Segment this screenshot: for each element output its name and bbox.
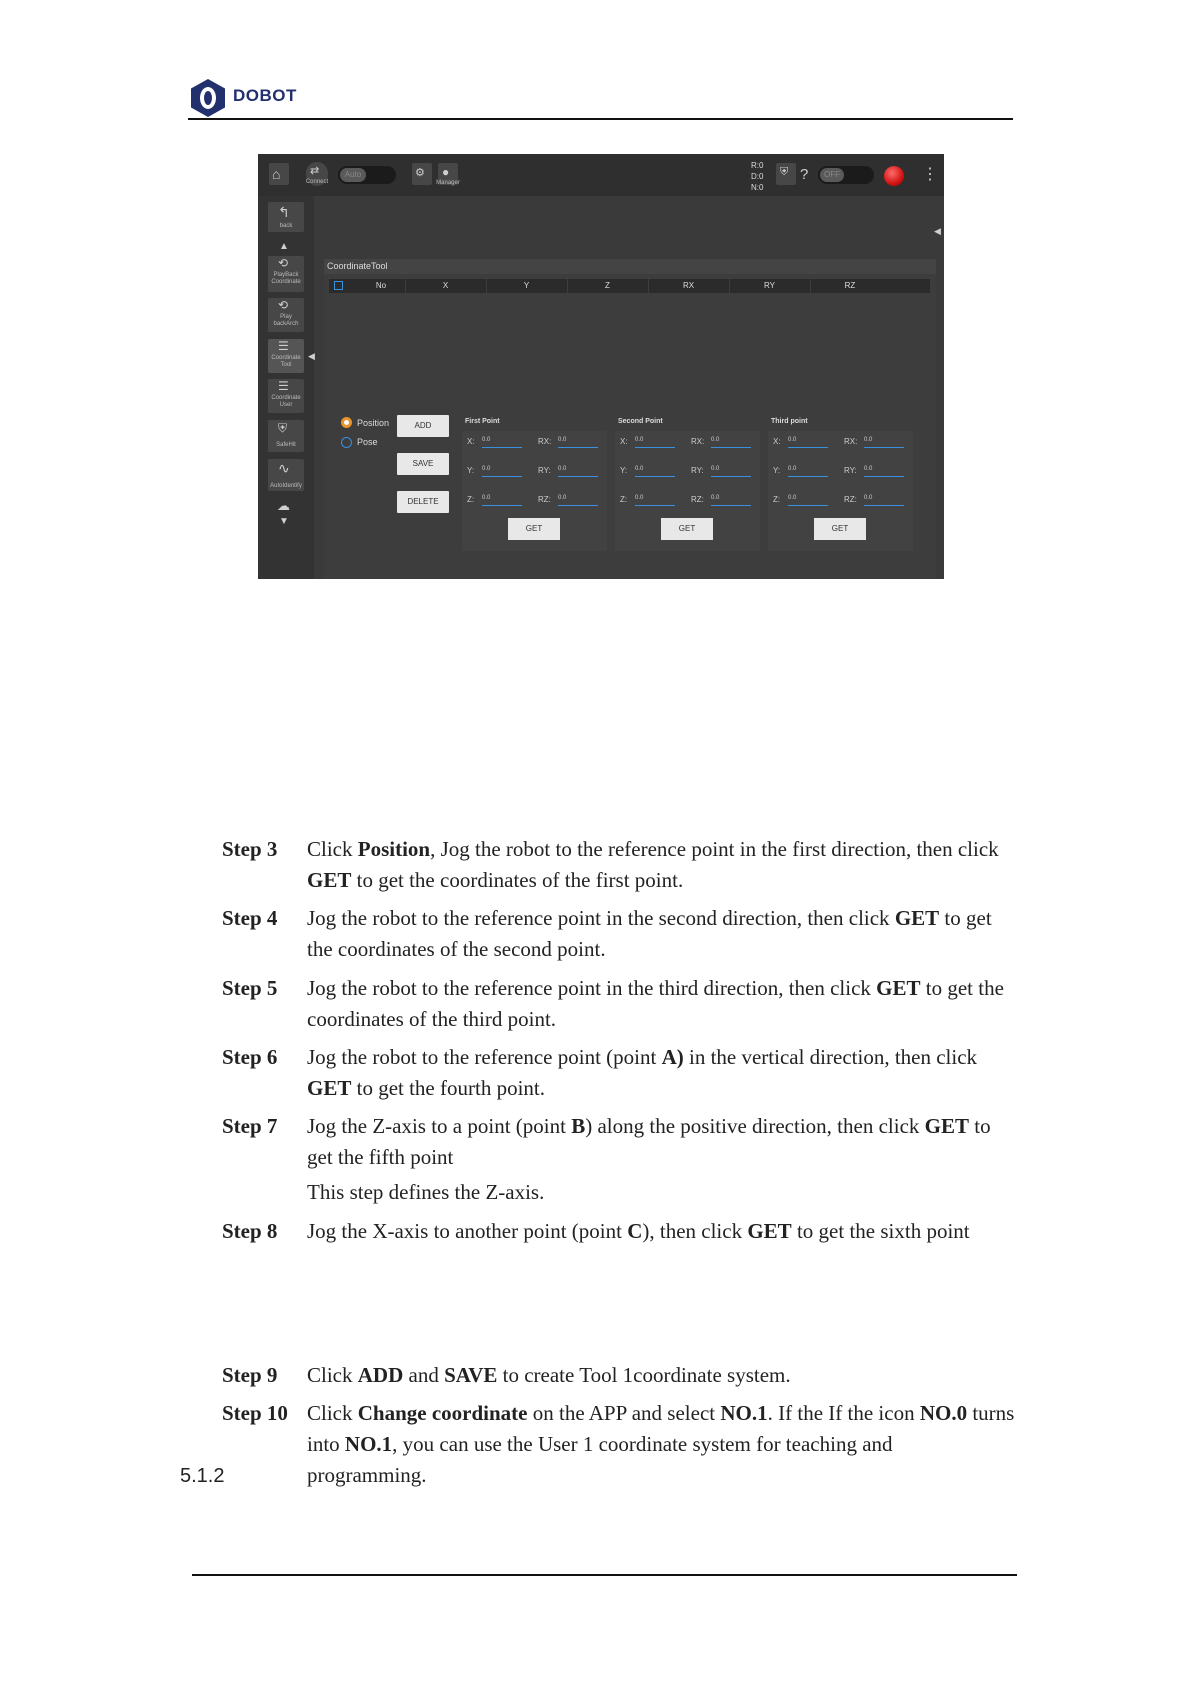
text: Jog the robot to the reference point (point <box>307 1045 662 1069</box>
text: . If the If the icon <box>767 1401 920 1425</box>
bold-text: Position <box>357 837 431 861</box>
y-label: Y: <box>620 466 628 475</box>
help-icon[interactable]: ? <box>800 166 809 183</box>
app-topbar <box>258 154 944 196</box>
bold-text: C <box>627 1219 643 1243</box>
sidebar-item-safehit[interactable] <box>268 420 304 452</box>
delete-button[interactable]: DELETE <box>397 491 449 513</box>
text: ) along the positive direction, then click <box>585 1114 925 1138</box>
text: to get the coordinates of the third point. <box>307 976 1004 1031</box>
rz-label: RZ: <box>538 495 551 504</box>
y-label: Y: <box>773 466 781 475</box>
bold-text: NO.0 <box>919 1401 968 1425</box>
step-text <box>307 1042 1017 1104</box>
ry-label: RY: <box>691 466 704 475</box>
mode-toggle[interactable] <box>338 166 396 184</box>
bold-text: ADD <box>357 1363 404 1387</box>
text: Click <box>307 837 358 861</box>
bold-text: NO.1 <box>344 1432 393 1456</box>
first-ry-field[interactable]: 0.0 <box>558 466 598 477</box>
text: Jog the Z-axis to a point (point <box>307 1114 572 1138</box>
text: Jog the robot to the reference point in the second direction, then click <box>307 906 895 930</box>
step-label: Step 10 <box>222 1401 288 1425</box>
text: to get the sixth point <box>791 1219 970 1243</box>
y-label: Y: <box>467 466 475 475</box>
step-text <box>307 1111 1017 1173</box>
rx-label: RX: <box>691 437 705 446</box>
step-label: Step 7 <box>222 1114 278 1138</box>
step-text <box>307 834 1017 896</box>
coordinate-tool-panel <box>324 259 936 579</box>
col-rx: RX <box>648 279 730 293</box>
x-label: X: <box>620 437 628 446</box>
col-ry: RY <box>729 279 811 293</box>
bold-text: GET <box>894 906 940 930</box>
select-all-checkbox[interactable] <box>334 281 343 290</box>
text: to get the coordinates of the second point. <box>307 906 992 961</box>
step-label: Step 4 <box>222 906 278 930</box>
second-y-field[interactable]: 0.0 <box>635 466 675 477</box>
sidebar-item-label: SafeHit <box>276 442 296 448</box>
position-radio[interactable] <box>341 417 352 428</box>
col-no: No <box>357 279 406 293</box>
step-7-note: This step defines the Z-axis. <box>307 1180 545 1204</box>
sidebar-item-label: Coordinate User <box>271 395 301 408</box>
step-text <box>307 1360 1017 1391</box>
bold-text: GET <box>924 1114 969 1138</box>
home-button[interactable] <box>269 163 289 185</box>
panel-title: CoordinateTool <box>324 259 936 274</box>
emergency-stop-button[interactable] <box>884 166 904 186</box>
bold-text: Change coordinate <box>357 1401 528 1425</box>
sidebar-item-label: Coordinate Tool <box>271 355 301 368</box>
third-rx-field[interactable]: 0.0 <box>864 437 904 448</box>
step-text <box>307 1216 1017 1247</box>
x-label: X: <box>467 437 475 446</box>
status-n: N:0 <box>751 183 764 192</box>
z-label: Z: <box>620 495 628 504</box>
manager-label: Manager <box>436 180 460 186</box>
sidebar-item-playback-coordinate[interactable] <box>268 256 304 292</box>
position-label: Position <box>357 418 390 428</box>
ry-label: RY: <box>538 466 551 475</box>
home-icon: ⌂ <box>272 166 281 182</box>
text: Click <box>307 1401 358 1425</box>
third-get-button[interactable]: GET <box>814 518 866 540</box>
step-label: Step 5 <box>222 976 278 1000</box>
bold-text: A) <box>661 1045 684 1069</box>
second-point-title: Second Point <box>618 418 663 425</box>
arch-icon: ⟲ <box>278 298 289 312</box>
third-point-group <box>768 431 913 551</box>
ry-label: RY: <box>844 466 857 475</box>
section-number: 5.1.2 <box>180 1465 225 1487</box>
pose-label: Pose <box>357 437 378 447</box>
step-text <box>307 903 1017 965</box>
x-label: X: <box>773 437 781 446</box>
first-point-group <box>462 431 607 551</box>
dobot-logo-icon <box>188 78 228 118</box>
back-label: back <box>279 223 293 229</box>
second-point-group <box>615 431 760 551</box>
first-y-field[interactable]: 0.0 <box>482 466 522 477</box>
text: to get the fourth point. <box>351 1076 545 1100</box>
step-label: Step 8 <box>222 1219 278 1243</box>
app-sidebar <box>258 196 314 579</box>
sidebar-item-label: Play backArch <box>273 314 299 327</box>
pose-radio[interactable] <box>341 437 352 448</box>
sidebar-item-label: AutoIdentify <box>270 483 302 489</box>
power-value: OFF <box>820 168 844 182</box>
sidebar-item-label: PlayBack Coordinate <box>271 272 301 285</box>
first-get-button[interactable]: GET <box>508 518 560 540</box>
step-label: Step 3 <box>222 837 278 861</box>
scroll-down-icon[interactable]: ▼ <box>279 516 289 527</box>
third-point-title: Third point <box>771 418 808 425</box>
text: to get the fifth point <box>307 1114 991 1169</box>
connect-label: Connect <box>305 179 329 185</box>
text: to create Tool 1coordinate system. <box>497 1363 791 1387</box>
scroll-up-icon[interactable]: ▲ <box>279 241 289 252</box>
first-x-field[interactable]: 0.0 <box>482 437 522 448</box>
user-icon: ● <box>442 165 450 179</box>
text: Jog the X-axis to another point (point <box>307 1219 628 1243</box>
bold-text: GET <box>307 1076 352 1100</box>
bold-text: B <box>571 1114 586 1138</box>
tool-button[interactable] <box>412 163 432 185</box>
back-arrow-icon: ↰ <box>278 204 290 220</box>
user-coordinate-icon: ☰ <box>278 379 289 393</box>
collapse-arrow-icon[interactable]: ◀ <box>308 351 315 361</box>
status-r: R:0 <box>751 161 764 170</box>
step-text <box>307 973 1017 1035</box>
first-rx-field[interactable]: 0.0 <box>558 437 598 448</box>
step-text <box>307 1398 1017 1491</box>
app-screenshot <box>258 154 944 579</box>
third-rz-field[interactable]: 0.0 <box>864 495 904 506</box>
second-rz-field[interactable]: 0.0 <box>711 495 751 506</box>
waveform-icon: ∿ <box>278 460 290 476</box>
sidebar-item-playback-arch[interactable] <box>268 298 304 332</box>
second-x-field[interactable]: 0.0 <box>635 437 675 448</box>
tool-coordinate-icon: ☰ <box>278 339 289 353</box>
more-menu-icon[interactable]: ⋮ <box>922 166 938 183</box>
col-rz: RZ <box>844 281 856 290</box>
mode-value: Auto <box>340 168 366 182</box>
shield-icon: ⛨ <box>780 166 789 178</box>
bold-text: GET <box>747 1219 792 1243</box>
add-button[interactable]: ADD <box>397 415 449 437</box>
text: Click <box>307 1363 358 1387</box>
rx-label: RX: <box>538 437 552 446</box>
text: ), then click <box>642 1219 748 1243</box>
text: to get the coordinates of the first point. <box>351 868 684 892</box>
save-button[interactable]: SAVE <box>397 453 449 475</box>
first-z-field[interactable]: 0.0 <box>482 495 522 506</box>
text: and <box>403 1363 445 1387</box>
text: in the vertical direction, then click <box>683 1045 978 1069</box>
sidebar-item-coordinate-user[interactable] <box>268 379 304 413</box>
step-label: Step 9 <box>222 1363 278 1387</box>
expand-arrow-icon[interactable]: ◀ <box>934 226 941 236</box>
header-divider <box>188 118 1013 120</box>
footer-divider <box>192 1574 1017 1576</box>
sidebar-item-coordinate-tool[interactable] <box>268 339 304 373</box>
table-header <box>329 279 930 293</box>
bold-text: GET <box>307 868 352 892</box>
third-x-field[interactable]: 0.0 <box>788 437 828 448</box>
sidebar-item-autoidentify[interactable] <box>268 459 304 491</box>
brand-name: DOBOT <box>233 86 297 105</box>
col-x: X <box>405 279 487 293</box>
text: , Jog the robot to the reference point in the first direction, then click <box>430 837 999 861</box>
second-ry-field[interactable]: 0.0 <box>711 466 751 477</box>
second-get-button[interactable]: GET <box>661 518 713 540</box>
col-z: Z <box>567 279 649 293</box>
rx-label: RX: <box>844 437 858 446</box>
cloud-icon[interactable]: ☁ <box>277 498 290 513</box>
robot-status <box>751 160 763 193</box>
first-rz-field[interactable]: 0.0 <box>558 495 598 506</box>
bold-text: SAVE <box>444 1363 498 1387</box>
robot-arm-icon: ⚙ <box>415 167 425 179</box>
playback-icon: ⟲ <box>278 256 289 270</box>
bold-text: GET <box>876 976 921 1000</box>
rz-label: RZ: <box>691 495 704 504</box>
text: , you can use the User 1 coordinate system for teaching and programming. <box>307 1432 893 1487</box>
text: on the APP and select <box>527 1401 721 1425</box>
safehit-icon: ⛨ <box>278 421 288 435</box>
z-label: Z: <box>773 495 781 504</box>
status-d: D:0 <box>751 172 764 181</box>
third-y-field[interactable]: 0.0 <box>788 466 828 477</box>
text: Jog the robot to the reference point in the third direction, then click <box>307 976 877 1000</box>
bold-text: NO.1 <box>720 1401 768 1425</box>
third-z-field[interactable]: 0.0 <box>788 495 828 506</box>
second-z-field[interactable]: 0.0 <box>635 495 675 506</box>
first-point-title: First Point <box>465 418 500 425</box>
rz-label: RZ: <box>844 495 857 504</box>
power-toggle[interactable] <box>818 166 874 184</box>
z-label: Z: <box>467 495 475 504</box>
connect-icon: ⇄ <box>310 165 320 177</box>
third-ry-field[interactable]: 0.0 <box>864 466 904 477</box>
step-label: Step 6 <box>222 1045 278 1069</box>
text: turns into <box>307 1401 1015 1456</box>
shield-button[interactable] <box>776 163 796 185</box>
second-rx-field[interactable]: 0.0 <box>711 437 751 448</box>
col-y: Y <box>486 279 568 293</box>
